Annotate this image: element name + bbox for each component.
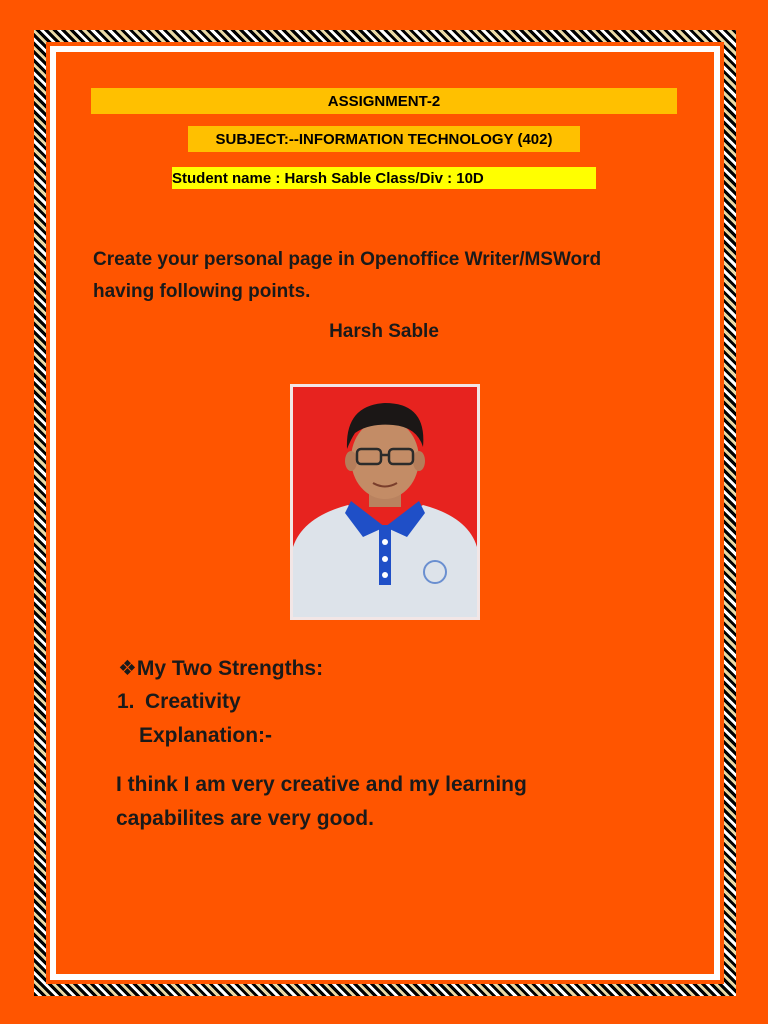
explanation-line-1: I think I am very creative and my learning bbox=[116, 773, 527, 796]
strength-item-label: Creativity bbox=[145, 690, 241, 713]
prompt-line-1: Create your personal page in Openoffice Writer/MSWord bbox=[93, 249, 602, 270]
assignment-title-bar bbox=[91, 88, 677, 114]
explanation-label: Explanation:- bbox=[139, 724, 273, 747]
portrait-illustration bbox=[293, 387, 477, 617]
student-photo bbox=[290, 384, 480, 620]
student-name: Harsh Sable bbox=[329, 321, 439, 342]
diamond-bullet-icon: ❖ bbox=[118, 657, 137, 680]
assignment-title: ASSIGNMENT-2 bbox=[327, 92, 441, 110]
strength-item bbox=[117, 690, 241, 714]
strength-item-number: 1. bbox=[117, 690, 135, 713]
subject-bar bbox=[188, 126, 580, 152]
strengths-heading-text: My Two Strengths: bbox=[136, 657, 324, 680]
strengths-heading bbox=[118, 656, 323, 681]
explanation-line-2: capabilites are very good. bbox=[116, 807, 374, 830]
subject-title: SUBJECT:--INFORMATION TECHNOLOGY (402) bbox=[215, 130, 553, 148]
student-info: Student name : Harsh Sable Class/Div : 10D bbox=[172, 169, 484, 187]
prompt-line-2: having following points. bbox=[93, 281, 311, 302]
explanation-text bbox=[116, 768, 676, 836]
assignment-prompt bbox=[93, 244, 673, 308]
student-info-bar bbox=[172, 167, 596, 189]
